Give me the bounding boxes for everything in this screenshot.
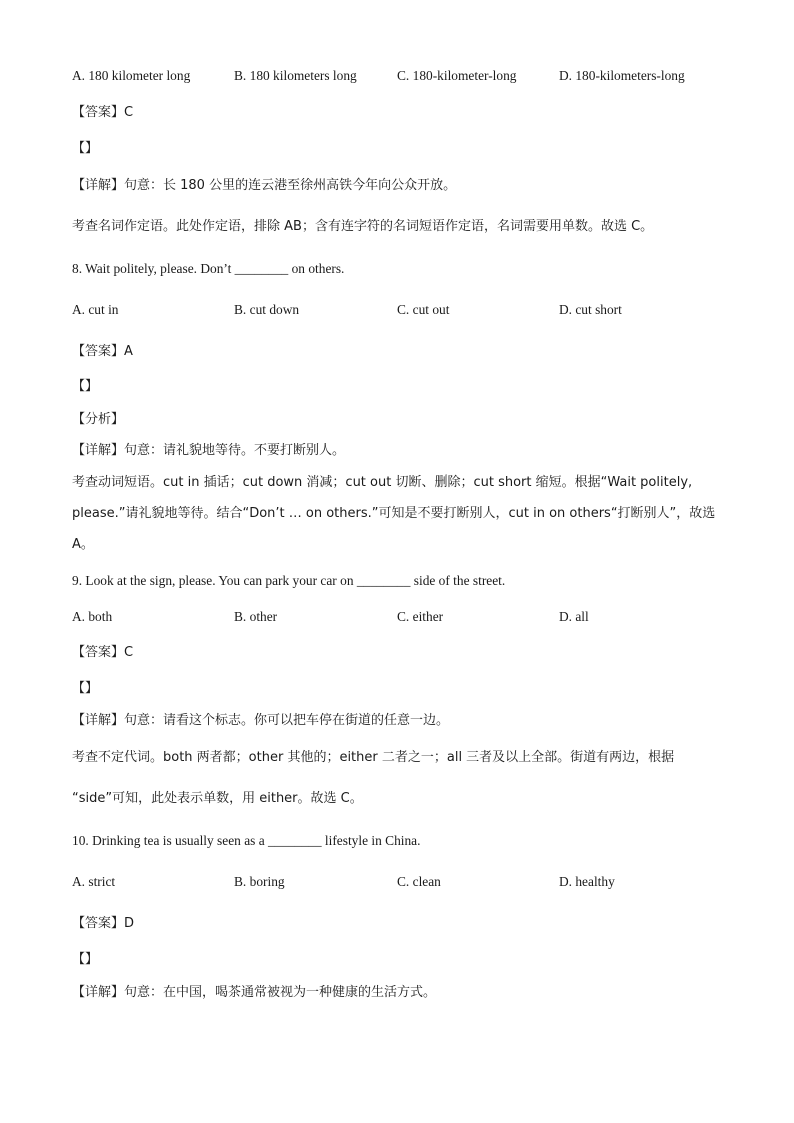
q7-option-c: C. 180-kilometer-long: [397, 68, 517, 83]
q9-explanation-line-2: “side”可知，此处表示单数，用 either。故选 C。: [72, 791, 363, 806]
q9-question: 9. Look at the sign, please. You can park your car on ________ side of the street.: [72, 573, 506, 588]
q9-option-d: D. all: [559, 609, 589, 624]
q7-option-d: D. 180-kilometers-long: [559, 68, 685, 83]
q10-option-c: C. clean: [397, 874, 441, 889]
q8-option-b: B. cut down: [234, 302, 300, 317]
q10-option-d: D. healthy: [559, 874, 615, 889]
q7-detail: 【详解】句意：长 180 公里的连云港至徐州高铁今年向公众开放。: [72, 178, 457, 193]
q10-question: 10. Drinking tea is usually seen as a ________ lifestyle in China.: [72, 833, 421, 848]
q10-bracket: 【】: [72, 952, 99, 967]
q8-option-a: A. cut in: [72, 302, 119, 317]
q10-option-b: B. boring: [234, 874, 285, 889]
q8-options: [72, 300, 732, 320]
q9-options: [72, 607, 732, 627]
q10-detail: 【详解】句意：在中国，喝茶通常被视为一种健康的生活方式。: [72, 985, 437, 1000]
q10-options: [72, 872, 732, 892]
q8-question: 8. Wait politely, please. Don’t ________ on others.: [72, 261, 345, 276]
q9-option-a: A. both: [72, 609, 113, 624]
q9-detail: 【详解】句意：请看这个标志。你可以把车停在街道的任意一边。: [72, 713, 450, 728]
q7-explanation: 考查名词作定语。此处作定语，排除 AB；含有连字符的名词短语作定语，名词需要用单数。故选 C。: [72, 219, 654, 234]
q10-option-a: A. strict: [72, 874, 116, 889]
q7-option-b: B. 180 kilometers long: [234, 68, 357, 83]
q7-options: [72, 66, 732, 86]
q9-option-b: B. other: [234, 609, 278, 624]
q8-answer: 【答案】A: [72, 344, 133, 359]
q8-detail: 【详解】句意：请礼貌地等待。不要打断别人。: [72, 443, 346, 458]
q9-explanation-line-1: 考查不定代词。both 两者都；other 其他的；either 二者之一；all 三者及以上全部。街道有两边，根据: [72, 750, 675, 765]
q8-bracket: 【】: [72, 379, 99, 394]
q9-bracket: 【】: [72, 681, 99, 696]
q8-explanation: 考查动词短语。cut in 插话；cut down 消减；cut out 切断、删除；cut short 缩短。根据“Wait politely, please.”请礼貌地等待。结合“Don’t … on others.”可知是不要打断别人，cut in on others“打断别人”，故选 A。: [72, 475, 716, 552]
q7-bracket: 【】: [72, 141, 99, 156]
q8-option-d: D. cut short: [559, 302, 622, 317]
q9-answer: 【答案】C: [72, 645, 134, 660]
q8-option-c: C. cut out: [397, 302, 450, 317]
q8-analysis: 【分析】: [72, 412, 125, 427]
q7-answer: 【答案】C: [72, 105, 134, 120]
q9-option-c: C. either: [397, 609, 444, 624]
q10-answer: 【答案】D: [72, 916, 135, 931]
q7-option-a: A. 180 kilometer long: [72, 68, 191, 83]
